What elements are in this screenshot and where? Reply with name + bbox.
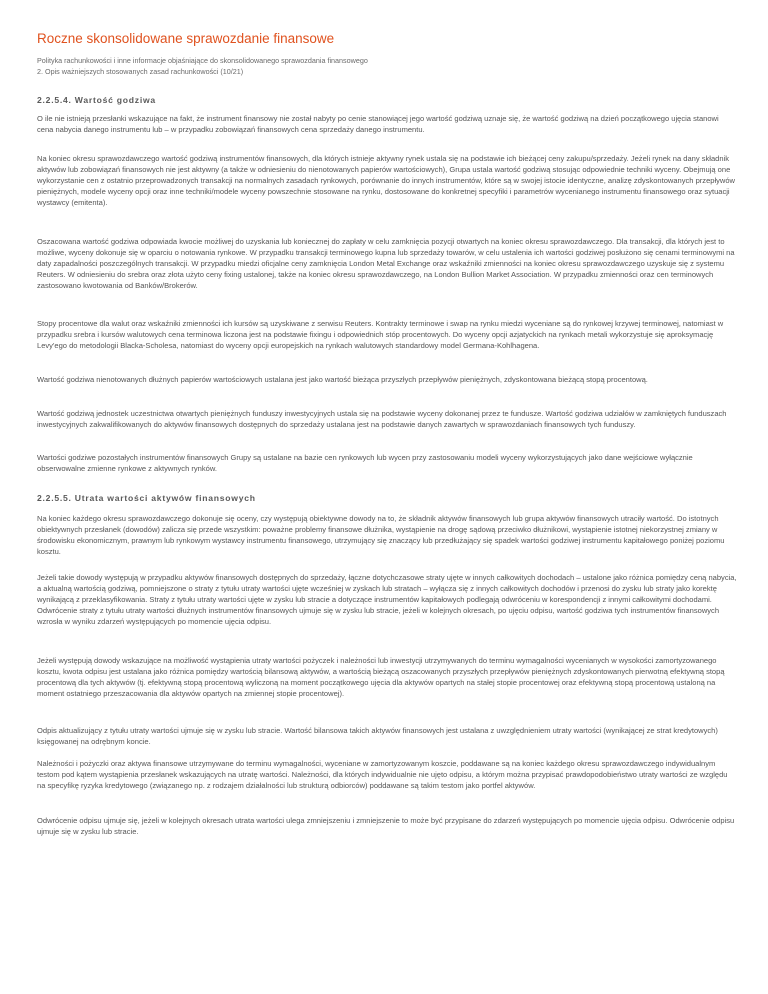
- breadcrumb-line-2: 2. Opis ważniejszych stosowanych zasad rachunkowości (10/21): [37, 66, 244, 76]
- paragraph: Odwrócenie odpisu ujmuje się, jeżeli w kolejnych okresach utrata wartości ulega zmniejszeniu i zmniejszenie to może być przypisane do zdarzeń występujących po momencie ujęcia odpisu. Odwrócenie odpisu ujmuje się w zysku lub stracie.: [37, 816, 735, 837]
- document-page: [37, 30, 737, 77]
- paragraph: Wartości godziwe pozostałych instrumentów finansowych Grupy są ustalane na bazie cen rynkowych lub wycen przy zastosowaniu modeli wyceny wykorzystujących jako dane wejściowe wyłącznie obserwowalne zmienne rynkowe z aktywnych rynków.: [37, 453, 693, 474]
- breadcrumb-line-1: Polityka rachunkowości i inne informacje objaśniające do skonsolidowanego sprawozdania finansowego: [37, 56, 368, 65]
- section-heading: 2.2.5.4. Wartość godziwa: [37, 95, 156, 105]
- paragraph: Na koniec okresu sprawozdawczego wartość godziwą instrumentów finansowych, dla których istnieje aktywny rynek ustala się na podstawie ich bieżącej ceny zakupu/sprzedaży. Jeżeli rynek na dany składnik aktywów lub zobowiązań finansowych nie jest aktywny (a także w odniesieniu do nienotowanych papierów wartościowych), Grupa ustala wartość godziwą stosując odpowiednie techniki wyceny. Obejmują one wykorzystanie cen z ostatnio przeprowadzonych transakcji na normalnych zasadach rynkowych, porównanie do innych instrumentów, które są w swojej istocie identyczne, analizę zdyskontowanych przepływów pieniężnych, modele wyceny opcji oraz inne techniki/modele wyceny powszechnie stosowane na rynku, dostosowane do konkretnej specyfiki i parametrów wycenianego instrumentu finansowego oraz sytuacji wystawcy (emitenta).: [37, 154, 736, 208]
- document-title: Roczne skonsolidowane sprawozdanie finansowe: [37, 31, 335, 46]
- paragraph: Na koniec każdego okresu sprawozdawczego dokonuje się oceny, czy występują obiektywne dowody na to, że składnik aktywów finansowych lub grupa aktywów finansowych utraciły wartość. Do istotnych obiektywnych przesłanek (dowodów) zalicza się przede wszystkim: poważne problemy finansowe dłużnika, wystąpienie na drogę sądową przeciwko dłużnikowi, wystąpienie istotnej niekorzystnej zmiany w środowisku ekonomicznym, prawnym lub rynkowym wystawcy instrumentu finansowego, utrzymujący się znaczący lub przedłużający się spadek wartości godziwej instrumentu kapitałowego poniżej poziomu kosztu.: [37, 514, 725, 557]
- paragraph: O ile nie istnieją przesłanki wskazujące na fakt, że instrument finansowy nie został nabyty po cenie stanowiącej jego wartość godziwą uznaje się, że wartość godziwą na dzień początkowego ujęcia stanowi cena nabycia danego instrumentu lub – w przypadku zobowiązań finansowych cena sprzedaży danego instrumentu.: [37, 114, 719, 135]
- section-heading: 2.2.5.5. Utrata wartości aktywów finansowych: [37, 493, 256, 503]
- paragraph: Oszacowana wartość godziwa odpowiada kwocie możliwej do uzyskania lub koniecznej do zapłaty w celu zamknięcia pozycji otwartych na koniec okresu sprawozdawczego. Dla transakcji, dla których jest to możliwe, wyceny dokonuje się w oparciu o notowania rynkowe. W przypadku transakcji terminowego kupna lub sprzedaży towarów, w celu ustalenia ich wartości godziwej posłużono się cenami terminowymi na daty zapadalności poszczególnych transakcji. W przypadku miedzi oficjalne ceny zamknięcia London Metal Exchange oraz wskaźniki zmienności na koniec okresu sprawozdawczego uzyskuje się z systemu Reuters. W odniesieniu do srebra oraz złota użyto ceny fixing ustalonej, także na koniec okresu sprawozdawczego, na London Bullion Market Association. W przypadku zmienności oraz cen terminowych zastosowano kwotowania od Banków/Brokerów.: [37, 237, 735, 291]
- paragraph: Stopy procentowe dla walut oraz wskaźniki zmienności ich kursów są uzyskiwane z serwisu Reuters. Kontrakty terminowe i swap na rynku miedzi wyceniane są do rynkowej krzywej terminowej, natomiast w przypadku srebra i kursów walutowych cena terminowa liczona jest na podstawie fixingu i odpowiednich stóp procentowych. Do wyceny opcji azjatyckich na rynkach metali wykorzystuje się aproksymację Levy'ego do metodologii Blacka-Scholesa, natomiast do wyceny opcji europejskich na rynkach walutowych standardowy model Germana-Kohlhagena.: [37, 319, 724, 351]
- paragraph: Należności i pożyczki oraz aktywa finansowe utrzymywane do terminu wymagalności, wyceniane w zamortyzowanym koszcie, poddawane są na koniec każdego okresu sprawozdawczego indywidualnym testom pod kątem wystąpienia przesłanek wskazujących na utratę wartości. Należności, dla których indywidualnie nie ujęto odpisu, a którym można przypisać prawdopodobieństwo utraty wartości ze względu na specyfikę ryzyka kredytowego (związanego np. z rodzajem działalności lub strukturą odbiorców) poddawane są takim testom jako portfel aktywów.: [37, 759, 728, 791]
- paragraph: Jeżeli takie dowody występują w przypadku aktywów finansowych dostępnych do sprzedaży, łączne dotychczasowe straty ujęte w innych całkowitych dochodach – ustalone jako różnica pomiędzy ceną nabycia, a aktualną wartością godziwą, pomniejszone o straty z tytułu utraty wartości ujęte wcześniej w zyskach lub stratach – wyłącza się z innych całkowitych dochodów i przenosi do zysku lub straty jako korektę wynikającą z przeklasyfikowania. Straty z tytułu utraty wartości ujęte w zysku lub stracie a dotyczące instrumentów kapitałowych podlegają odwróceniu w korespondencji z innymi całkowitymi dochodami. Odwrócenie straty z tytułu utraty wartości dłużnych instrumentów finansowych ujmuje się w zysku lub stracie, jeżeli w kolejnych okresach, po ujęciu odpisu, wartość godziwa tych instrumentów finansowych wzrosła w wyniku zdarzeń występujących po momencie ujęcia odpisu.: [37, 573, 737, 627]
- paragraph: Wartość godziwą jednostek uczestnictwa otwartych pieniężnych funduszy inwestycyjnych ustala się na podstawie wyceny dokonanej przez te fundusze. Wartość godziwa udziałów w zamkniętych funduszach inwestycyjnych zakwalifikowanych do aktywów finansowych dostępnych do sprzedaży ustalana jest na podstawie danych zawartych w sprawozdaniach finansowych tych funduszy.: [37, 409, 727, 430]
- paragraph: Jeżeli występują dowody wskazujące na możliwość wystąpienia utraty wartości pożyczek i należności lub inwestycji utrzymywanych do terminu wymagalności wycenianych w wysokości zamortyzowanego kosztu, kwota odpisu jest ustalana jako różnica pomiędzy wartością bilansową aktywów, a wartością bieżącą oszacowanych przyszłych przepływów pieniężnych zdyskontowanych pierwotną efektywną stopą procentową dla tych aktywów (tj. efektywną stopą procentową wyliczoną na moment początkowego ujęcia dla aktywów opartych na stałej stopie procentowej oraz efektywną stopą procentową ustaloną na moment ostatniego przeszacowania dla aktywów opartych na zmiennej stopie procentowej).: [37, 656, 725, 699]
- paragraph: Odpis aktualizujący z tytułu utraty wartości ujmuje się w zysku lub stracie. Wartość bilansowa takich aktywów finansowych jest ustalana z uwzględnieniem utraty wartości (wynikającej ze strat kredytowych) księgowanej na odrębnym koncie.: [37, 726, 718, 747]
- paragraph: Wartość godziwa nienotowanych dłużnych papierów wartościowych ustalana jest jako wartość bieżąca przyszłych przepływów pieniężnych, zdyskontowana bieżącą stopą procentową.: [37, 375, 648, 384]
